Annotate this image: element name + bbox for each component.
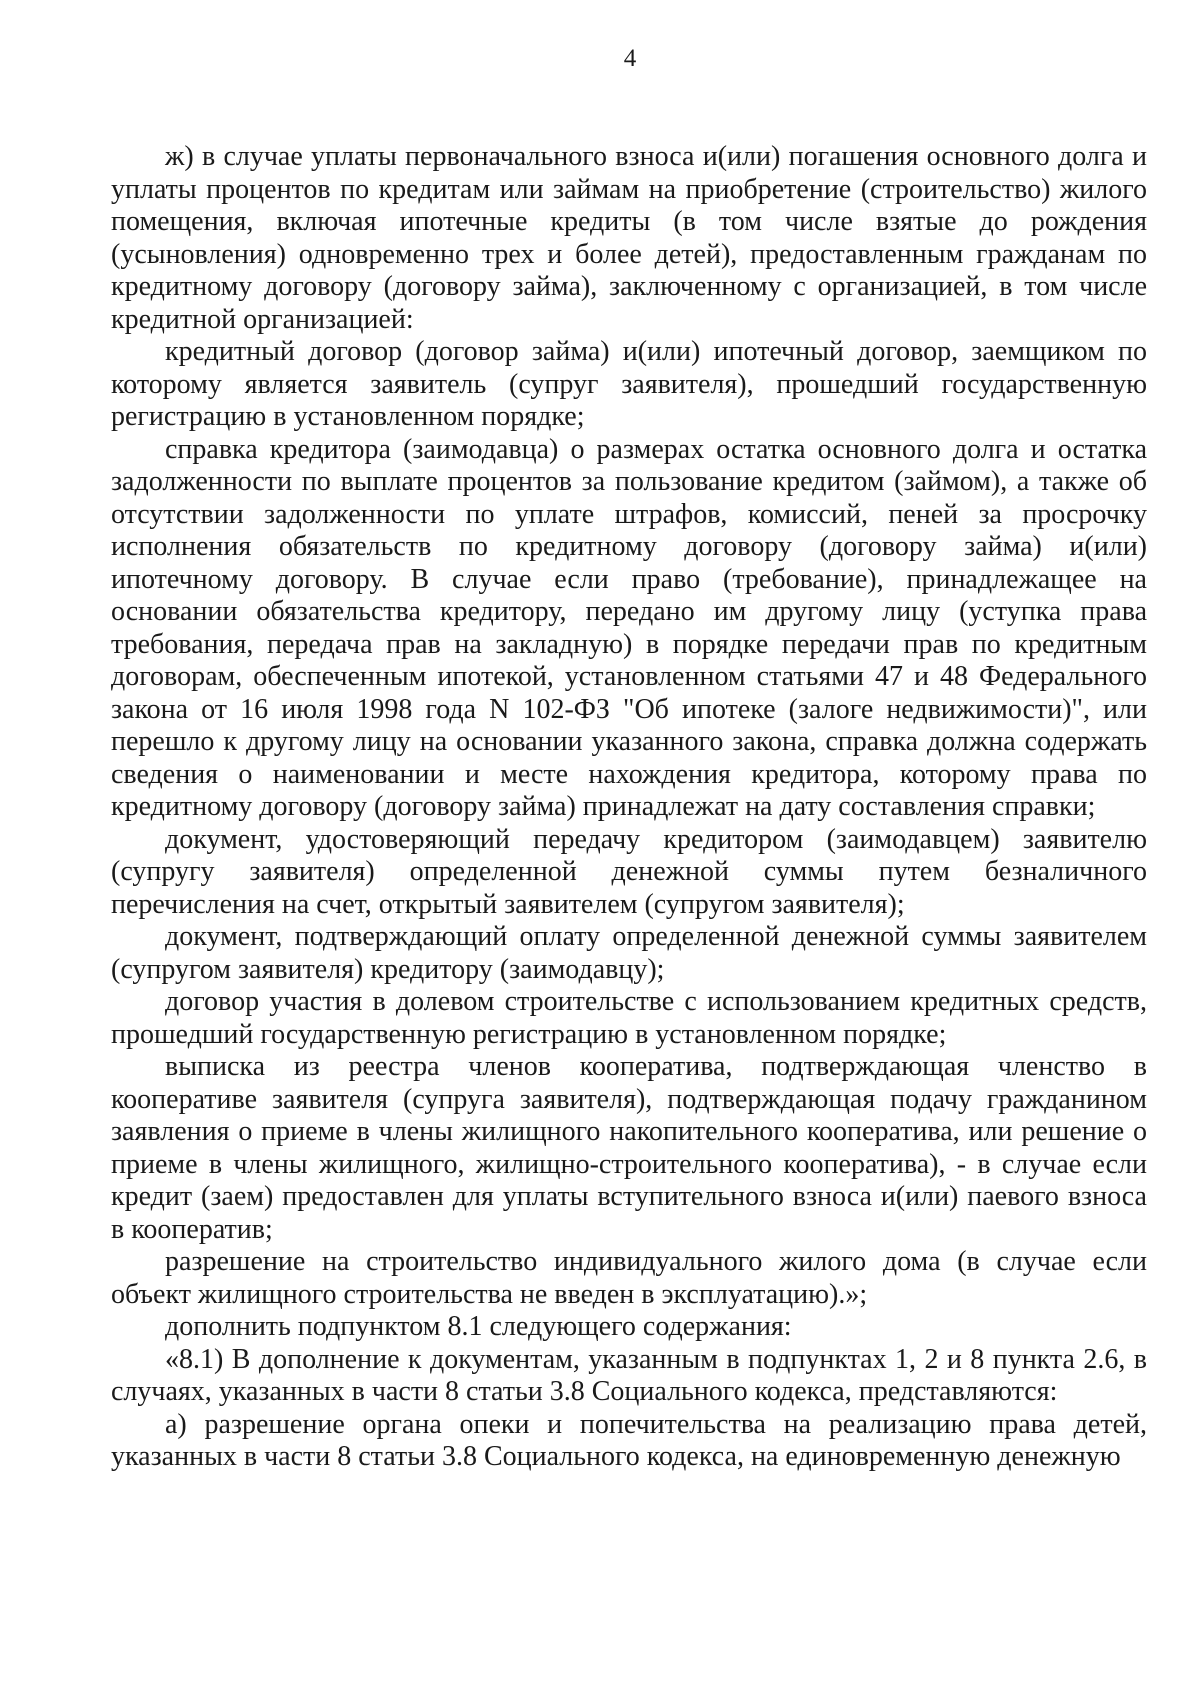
paragraph-credit-agreement: кредитный договор (договор займа) и(или) ипотечный договор, заемщиком по которому является заявитель (супруг заявителя), прошедший государственную регистрацию в установленном порядке; [111,336,1147,432]
paragraph-creditor-certificate: справка кредитора (заимодавца) о размерах остатка основного долга и остатка задолженности по выплате процентов за пользование кредитом (займом), а также об отсутствии задолженности по уплате штрафов, комиссий, пеней за просрочку исполнения обязательств по кредитному договору (договору займа) и(или) ипотечному договору. В случае если право (требование), принадлежащее на основании обязательства кредитору, передано им другому лицу (уступка права требования, передача прав на закладную) в порядке передачи прав по кредитным договорам, обеспеченным ипотекой, установленном статьями 47 и 48 Федерального закона от 16 июля 1998 года N 102-ФЗ "Об ипотеке (залоге недвижимости)", или перешло к другому лицу на основании указанного закона, справка должна содержать сведения о наименовании и месте нахождения кредитора, которому права по кредитному договору (договору займа) принадлежат на дату составления справки; [111,433,1147,822]
document-text [111,141,1147,1474]
paragraph-zh-mortgage-payment: ж) в случае уплаты первоначального взноса и(или) погашения основного долга и уплаты процентов по кредитам или займам на приобретение (строительство) жилого помещения, включая ипотечные кредиты (в том числе взятые до рождения (усыновления) одновременно трех и более детей), предоставленным гражданам по кредитному договору (договору займа), заключенному с организацией, в том числе кредитной организацией: [111,141,1147,335]
paragraph-guardianship-permit: а) разрешение органа опеки и попечительства на реализацию права детей, указанных в части 8 статьи 3.8 Социального кодекса, на единовременную денежную [111,1408,1147,1472]
paragraph-shared-construction-agreement: договор участия в долевом строительстве с использованием кредитных средств, прошедший государственную регистрацию в установленном порядке; [111,986,1147,1050]
paragraph-cooperative-extract: выписка из реестра членов кооператива, подтверждающая членство в кооперативе заявителя (супруга заявителя), подтверждающая подачу гражданином заявления о приеме в члены жилищного накопительного кооператива, или решение о приеме в члены жилищного, жилищно-строительного кооператива), - в случае если кредит (заем) предоставлен для уплаты вступительного взноса и(или) паевого взноса в кооператив; [111,1051,1147,1245]
paragraph-add-subpoint: дополнить подпунктом 8.1 следующего содержания: [165,1311,792,1342]
paragraph-transfer-document: документ, удостоверяющий передачу кредитором (заимодавцем) заявителю (супругу заявителя) определенной денежной суммы путем безналичного перечисления на счет, открытый заявителем (супругом заявителя); [111,823,1147,920]
paragraph-payment-document: документ, подтверждающий оплату определенной денежной суммы заявителем (супругом заявителя) кредитору (заимодавцу); [111,921,1147,985]
page-number: 4 [623,45,637,72]
paragraph-subpoint-8-1: «8.1) В дополнение к документам, указанным в подпунктах 1, 2 и 8 пункта 2.6, в случаях, указанных в части 8 статьи 3.8 Социального кодекса, представляются: [111,1343,1147,1407]
paragraph-construction-permit: разрешение на строительство индивидуального жилого дома (в случае если объект жилищного строительства не введен в эксплуатацию).»; [111,1246,1147,1310]
